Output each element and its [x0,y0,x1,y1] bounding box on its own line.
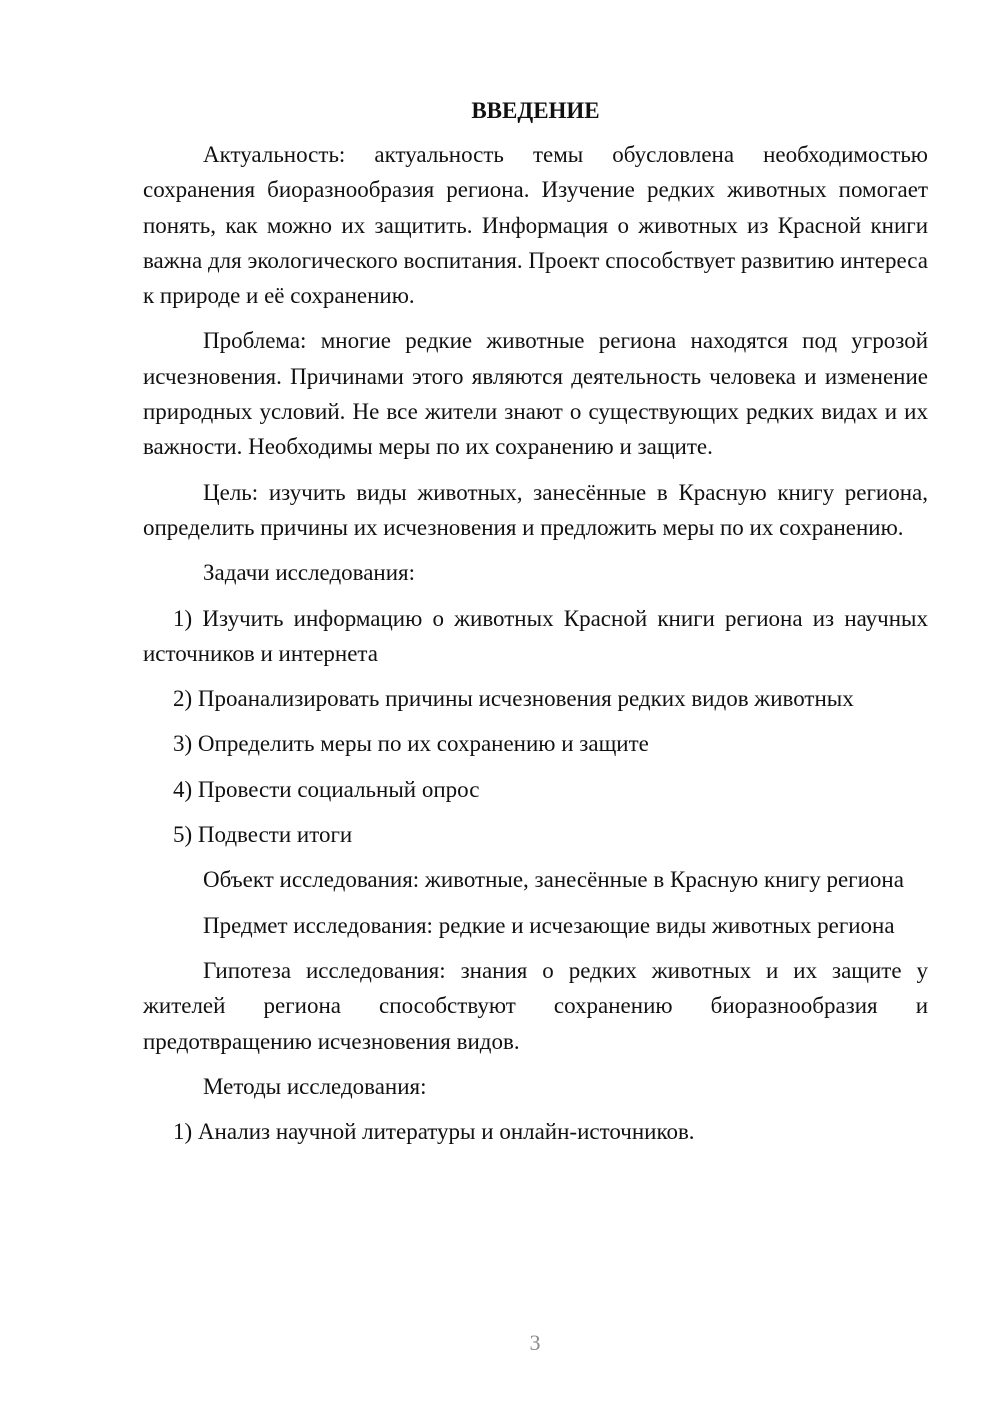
relevance-paragraph: Актуальность: актуальность темы обусловлена необходимостью сохранения биоразнообразия региона. Изучение редких животных помогает понять, как можно их защитить. Информация о животных из Красной книги важна для экологического воспитания. Проект способствует развитию интереса к природе и её сохранению. [143,142,928,309]
goal-paragraph: Цель: изучить виды животных, занесённые в Красную книгу региона, определить причины их исчезновения и предложить меры по их сохранению. [143,479,928,540]
section-heading: ВВЕДЕНИЕ [471,98,600,123]
object-paragraph: Объект исследования: животные, занесённые в Красную книгу региона [203,867,904,893]
subject-paragraph: Предмет исследования: редкие и исчезающие виды животных региона [203,912,895,938]
tasks-title: Задачи исследования: [203,560,416,586]
problem-paragraph: Проблема: многие редкие животные региона находятся под угрозой исчезновения. Причинами этого являются деятельность человека и изменение природных условий. Не все жители знают о существующих редких видах и их важности. Необходимы меры по их сохранению и защите. [143,328,928,460]
task-item: 1) Изучить информацию о животных Красной книги региона из научных источников и интернета [143,605,928,666]
hypothesis-paragraph: Гипотеза исследования: знания о редких животных и их защите у жителей региона способствуют сохранению биоразнообразия и предотвращению исчезновения видов. [143,957,928,1054]
task-item: 2) Проанализировать причины исчезновения редких видов животных [173,686,854,712]
page-body [143,94,928,1159]
method-item: 1) Анализ научной литературы и онлайн-источников. [173,1119,695,1145]
task-item: 4) Провести социальный опрос [173,776,480,802]
page-number: 3 [529,1330,541,1355]
methods-title: Методы исследования: [203,1073,427,1099]
task-item: 5) Подвести итоги [173,822,353,848]
task-item: 3) Определить меры по их сохранению и защите [173,731,649,757]
